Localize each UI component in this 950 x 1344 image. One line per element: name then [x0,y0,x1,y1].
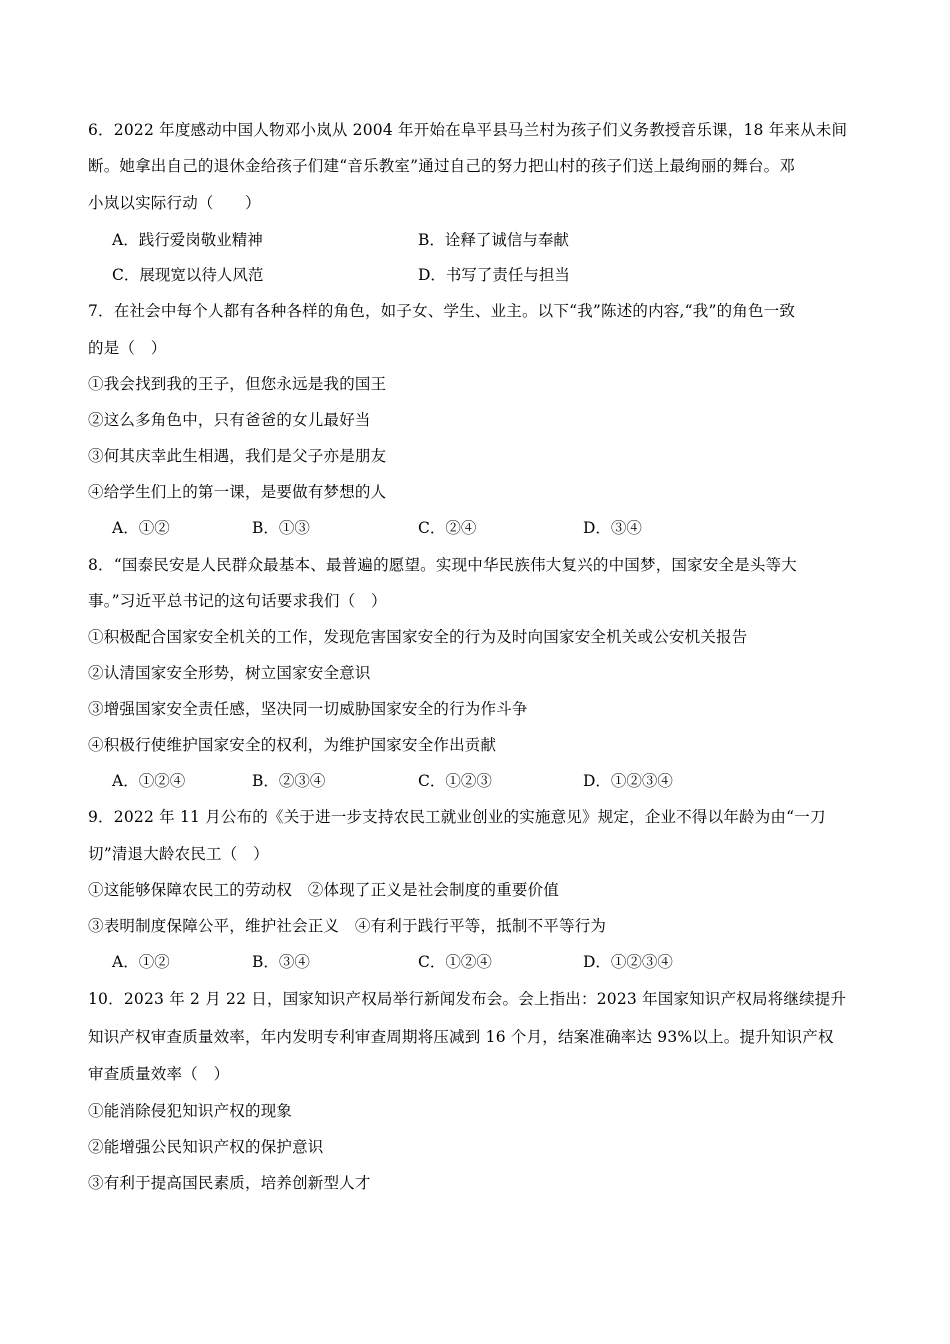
question-7-option-c: C．②④ [418,519,477,537]
question-6-option-d: D．书写了责任与担当 [418,266,570,284]
question-7-option-d: D．③④ [583,519,642,537]
question-8-statement-1: ①积极配合国家安全机关的工作，发现危害国家安全的行为及时向国家安全机关或公安机关报告 [88,628,748,646]
question-6-option-b: B．诠释了诚信与奉献 [418,231,569,249]
question-9-option-d: D．①②③④ [583,953,673,971]
question-8-option-d: D．①②③④ [583,772,673,790]
question-10-statement-3: ③有利于提高国民素质，培养创新型人才 [88,1174,371,1192]
question-8-stem-line-1: 8．“国泰民安是人民群众最基本、最普遍的愿望。实现中华民族伟大复兴的中国梦，国家安全是头等大 [88,556,797,574]
question-8-statement-2: ②认清国家安全形势，树立国家安全意识 [88,664,371,682]
question-9-statement-1: ①这能够保障农民工的劳动权 ②体现了正义是社会制度的重要价值 [88,881,560,899]
question-10-stem-line-1: 10．2023 年 2 月 22 日，国家知识产权局举行新闻发布会。会上指出：2023 年国家知识产权局将继续提升 [88,990,847,1008]
question-10-stem-line-2: 知识产权审查质量效率，年内发明专利审查周期将压减到 16 个月，结案准确率达 93%以上。提升知识产权 [88,1028,834,1046]
question-9-option-a: A．①② [112,953,170,971]
question-8-option-b: B．②③④ [252,772,326,790]
question-10-statement-1: ①能消除侵犯知识产权的现象 [88,1102,293,1120]
question-7-statement-3: ③何其庆幸此生相遇，我们是父子亦是朋友 [88,447,387,465]
question-8-statement-3: ③增强国家安全责任感，坚决同一切威胁国家安全的行为作斗争 [88,700,528,718]
question-7-statement-4: ④给学生们上的第一课，是要做有梦想的人 [88,483,387,501]
question-6-stem-line-2: 断。她拿出自己的退休金给孩子们建“音乐教室”通过自己的努力把山村的孩子们送上最绚丽的舞台。邓 [88,157,796,175]
question-7-option-a: A．①② [112,519,170,537]
question-8-option-a: A．①②④ [112,772,186,790]
question-6-option-a: A．践行爱岗敬业精神 [112,231,263,249]
question-6-stem-line-1: 6．2022 年度感动中国人物邓小岚从 2004 年开始在阜平县马兰村为孩子们义务教授音乐课，18 年来从未间 [88,121,848,139]
question-7-stem-line-1: 7．在社会中每个人都有各种各样的角色，如子女、学生、业主。以下“我”陈述的内容,“我”的角色一致 [88,302,796,320]
question-6-stem-line-3: 小岚以实际行动（ ） [88,194,261,212]
question-8-stem-line-2: 事。”习近平总书记的这句话要求我们（ ） [88,592,387,610]
question-9-option-b: B．③④ [252,953,310,971]
question-9-stem-line-2: 切”清退大龄农民工（ ） [88,845,269,863]
question-7-stem-line-2: 的是（ ） [88,339,167,357]
question-9-statement-2: ③表明制度保障公平，维护社会正义 ④有利于践行平等，抵制不平等行为 [88,917,607,935]
question-10-statement-2: ②能增强公民知识产权的保护意识 [88,1138,324,1156]
question-9-option-c: C．①②④ [418,953,492,971]
question-7-statement-2: ②这么多角色中，只有爸爸的女儿最好当 [88,411,371,429]
question-8-option-c: C．①②③ [418,772,492,790]
question-9-stem-line-1: 9．2022 年 11 月公布的《关于进一步支持农民工就业创业的实施意见》规定，企业不得以年龄为由“一刀 [88,808,826,826]
question-7-statement-1: ①我会找到我的王子，但您永远是我的国王 [88,375,387,393]
question-10-stem-line-3: 审查质量效率（ ） [88,1065,230,1083]
question-8-statement-4: ④积极行使维护国家安全的权利，为维护国家安全作出贡献 [88,736,497,754]
question-6-option-c: C．展现宽以待人风范 [112,266,264,284]
question-7-option-b: B．①③ [252,519,310,537]
